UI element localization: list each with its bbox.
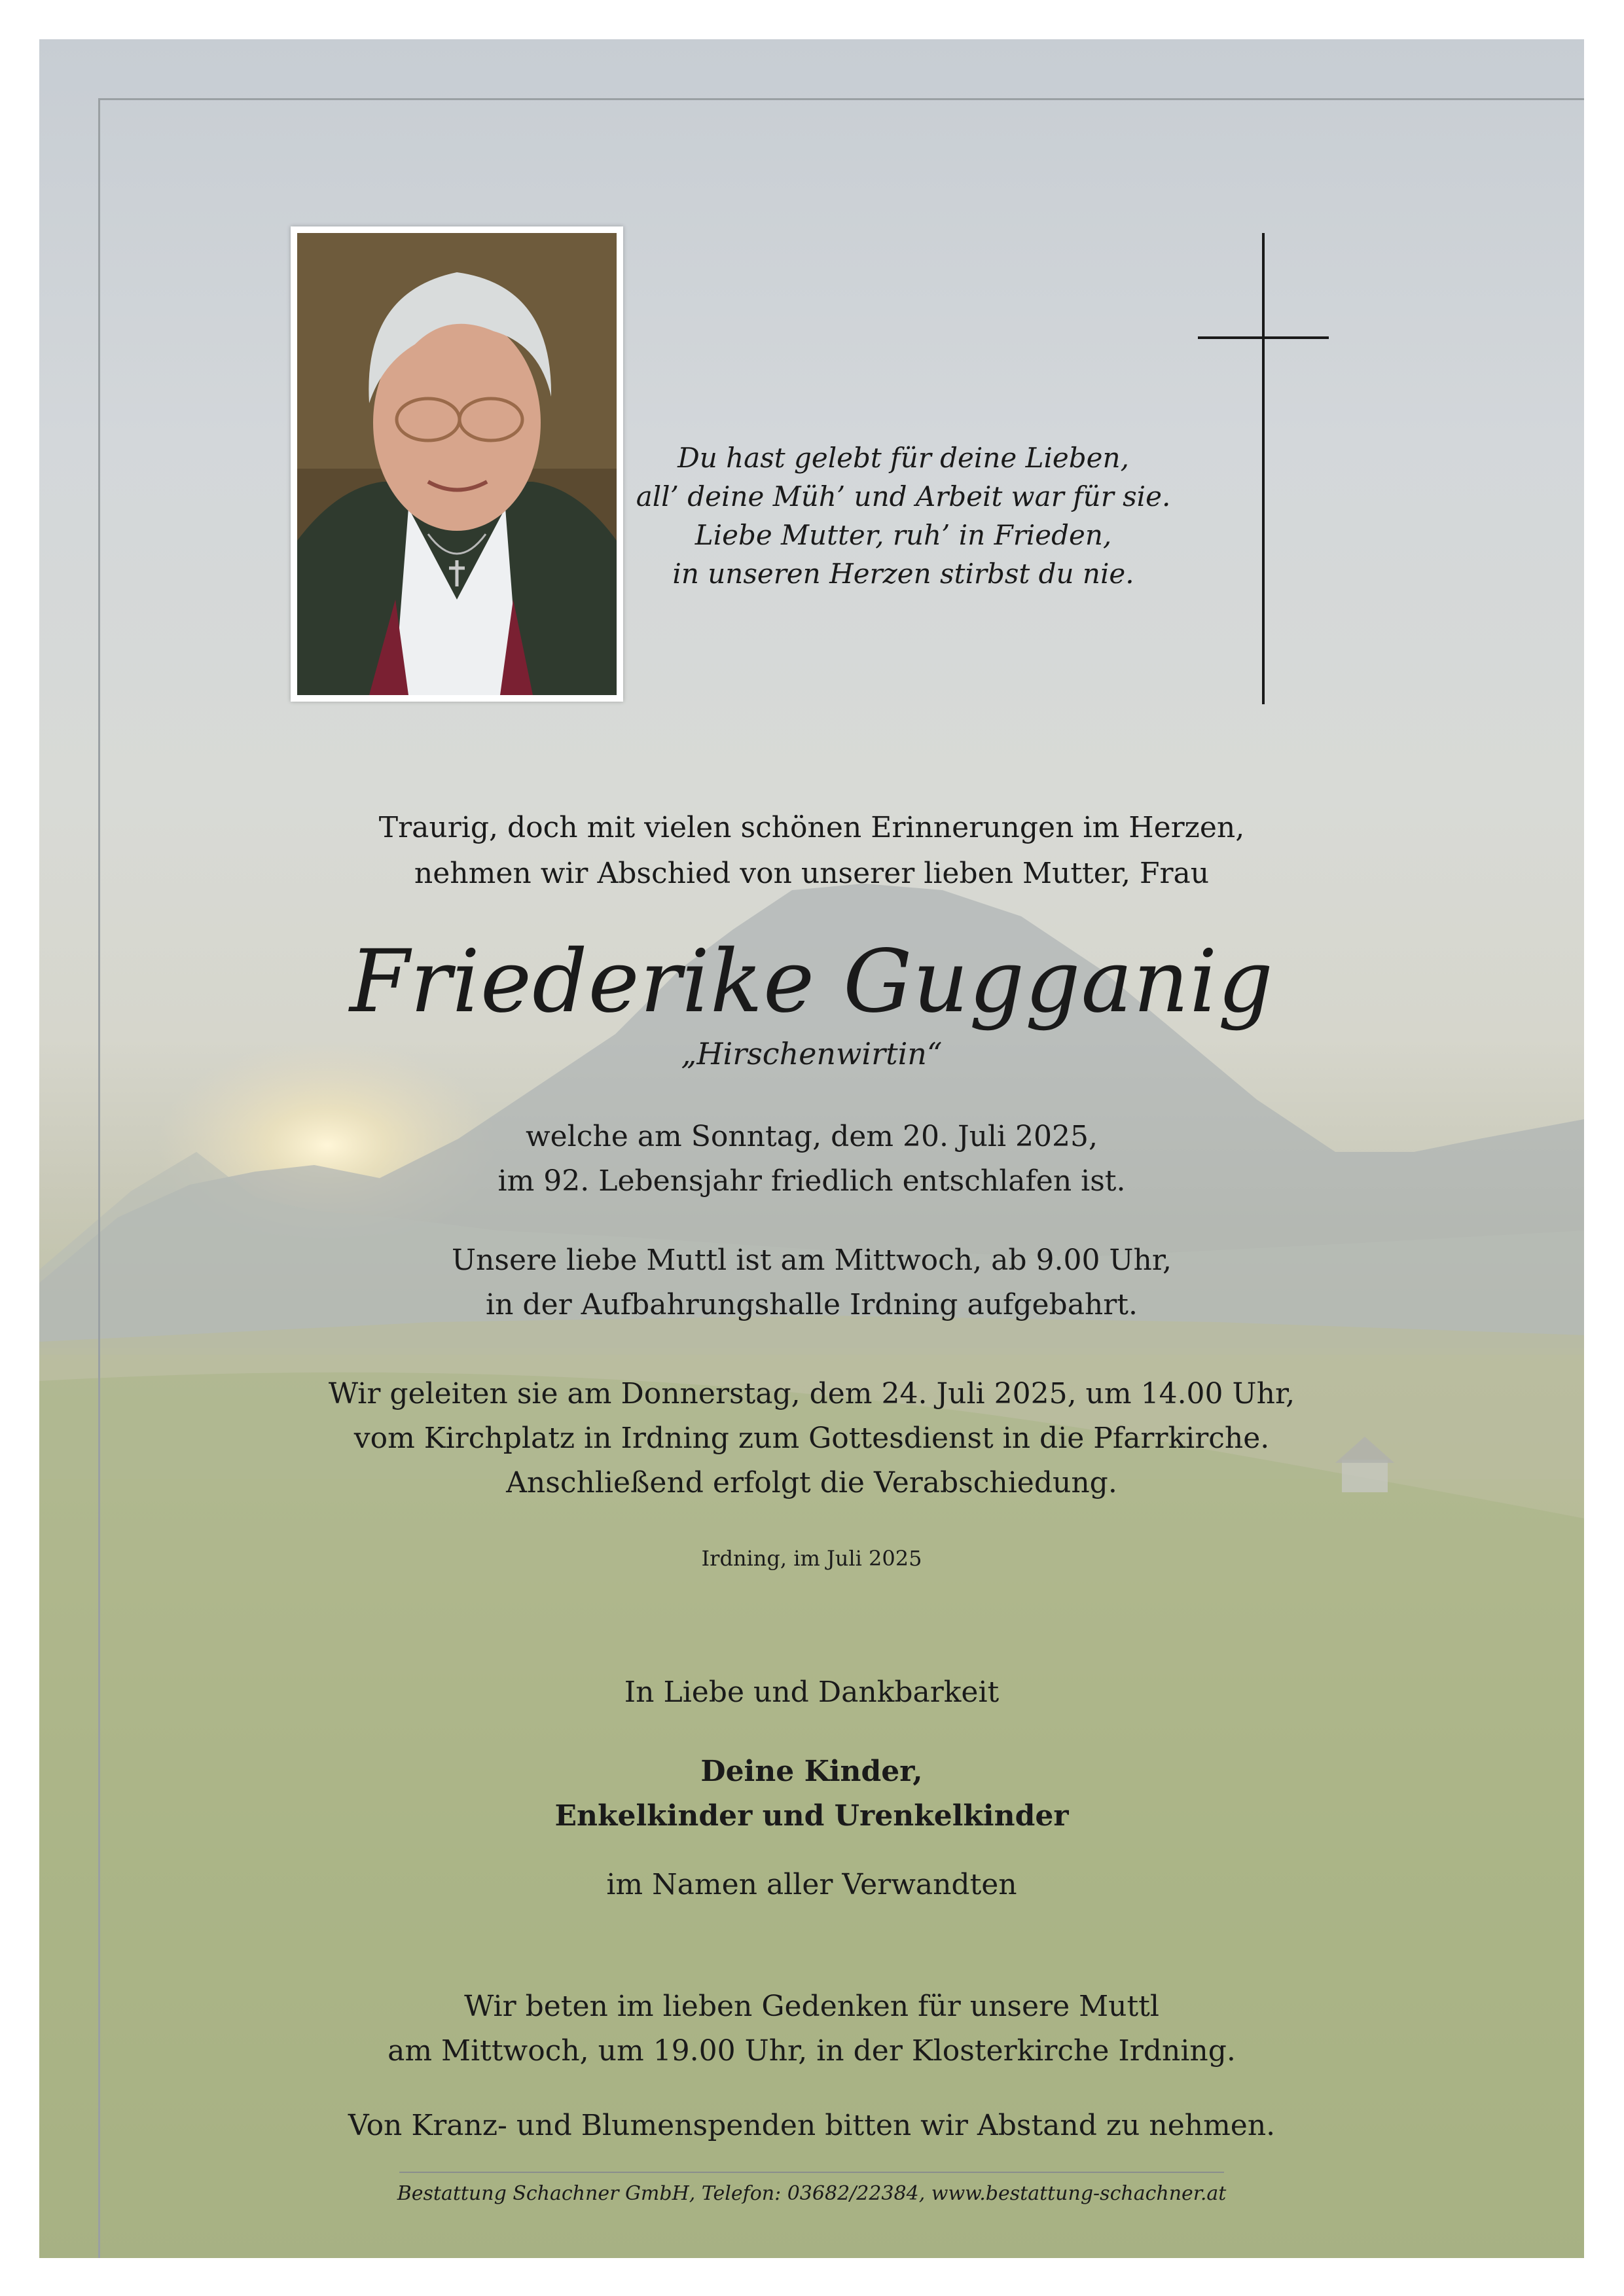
- family-signature: [39, 1749, 1584, 1839]
- love-line: In Liebe und Dankbarkeit: [624, 1676, 1000, 1709]
- viewing-info: [39, 1238, 1584, 1327]
- memorial-poem: [615, 439, 1191, 593]
- donation-note: Von Kranz- und Blumenspenden bitten wir Abstand zu nehmen.: [348, 2109, 1276, 2142]
- relatives-line: im Namen aller Verwandten: [606, 1868, 1017, 1901]
- intro-line: nehmen wir Abschied von unserer lieben Mutter, Frau: [414, 857, 1210, 890]
- death-notice-line: welche am Sonntag, dem 20. Juli 2025,: [525, 1120, 1098, 1153]
- funeral-info: [39, 1372, 1584, 1505]
- place-date: Irdning, im Juli 2025: [701, 1546, 922, 1571]
- poem-line: Liebe Mutter, ruh’ in Frieden,: [695, 519, 1112, 551]
- viewing-line: Unsere liebe Muttl ist am Mittwoch, ab 9.00 Uhr,: [451, 1244, 1172, 1277]
- funeral-line: vom Kirchplatz in Irdning zum Gottesdienst in die Pfarrkirche.: [353, 1422, 1270, 1455]
- prayer-info: [39, 1984, 1584, 2073]
- cross-icon: [1198, 233, 1329, 704]
- intro-text: [39, 805, 1584, 897]
- portrait-image: [297, 233, 617, 695]
- family-line: Deine Kinder,: [700, 1755, 923, 1788]
- portrait-photo: [291, 226, 623, 702]
- poem-line: all’ deine Müh’ und Arbeit war für sie.: [636, 480, 1171, 512]
- prayer-line: Wir beten im lieben Gedenken für unsere Muttl: [464, 1990, 1159, 2023]
- obituary-sheet: [39, 39, 1584, 2258]
- poem-line: Du hast gelebt für deine Lieben,: [677, 442, 1129, 474]
- poem-line: in unseren Herzen stirbst du nie.: [672, 558, 1134, 590]
- funeral-line: Wir geleiten sie am Donnerstag, dem 24. Juli 2025, um 14.00 Uhr,: [328, 1377, 1295, 1410]
- funeral-home-footer: Bestattung Schachner GmbH, Telefon: 03682/22384, www.bestattung-schachner.at: [397, 2182, 1227, 2205]
- deceased-nickname: „Hirschenwirtin“: [681, 1036, 943, 1071]
- prayer-line: am Mittwoch, um 19.00 Uhr, in der Klosterkirche Irdning.: [388, 2034, 1236, 2068]
- death-notice-line: im 92. Lebensjahr friedlich entschlafen ist.: [497, 1164, 1126, 1198]
- footer-divider: [399, 2172, 1224, 2173]
- deceased-name: Friederike Gugganig: [350, 931, 1274, 1032]
- family-line: Enkelkinder und Urenkelkinder: [554, 1799, 1069, 1833]
- death-notice: [39, 1115, 1584, 1204]
- funeral-line: Anschließend erfolgt die Verabschiedung.: [506, 1466, 1117, 1499]
- viewing-line: in der Aufbahrungshalle Irdning aufgebahrt.: [486, 1288, 1138, 1321]
- intro-line: Traurig, doch mit vielen schönen Erinnerungen im Herzen,: [378, 811, 1245, 844]
